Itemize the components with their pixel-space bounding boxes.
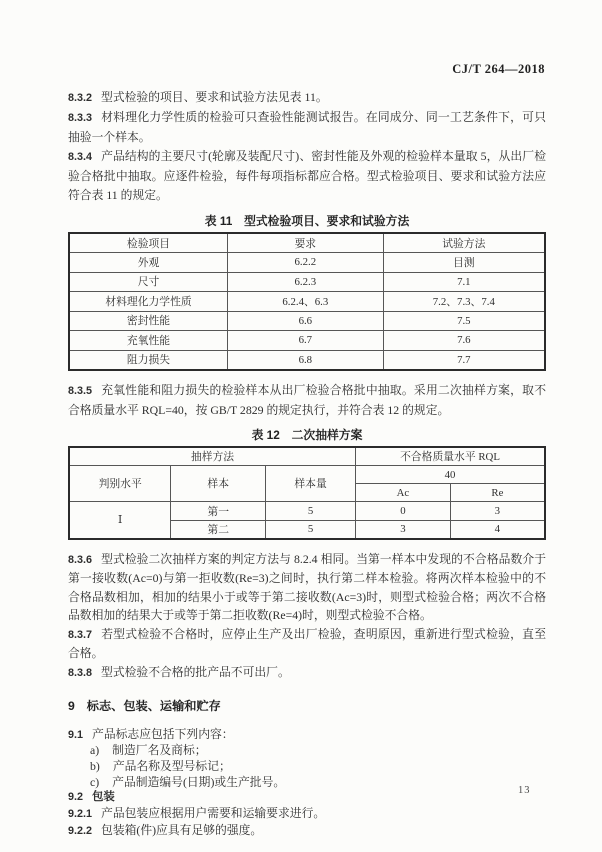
table-header-row (69, 466, 545, 484)
cell-sample: 第一 (171, 502, 266, 521)
section-9-heading (68, 696, 546, 716)
list-item-c (68, 775, 546, 791)
clause-text: 产品包装应根据用户需要和运输要求进行。 (101, 806, 326, 821)
cell-requirement: 6.2.2 (228, 253, 384, 273)
clause-9-1 (68, 727, 546, 744)
clause-text: 包装箱(件)应具有足够的强度。 (101, 822, 263, 837)
item-text: 产品制造编号(日期)或生产批号。 (112, 774, 286, 789)
clause-text: 产品结构的主要尺寸(轮廓及装配尺寸)、密封性能及外观的检验样本量取 5，从出厂检验合格批中抽取。应逐件检验，每件每项指标都应合格。型式检验项目、要求和试验方法应符合表 11 的规定。 (68, 149, 546, 202)
clause-number: 8.3.8 (68, 667, 93, 680)
clause-8-3-7 (68, 625, 546, 663)
clause-number: 8.3.5 (68, 384, 93, 397)
table-row (69, 292, 545, 312)
clause-8-3-2 (68, 88, 546, 108)
clause-number: 9.1 (68, 728, 84, 741)
clause-text: 型式检验的项目、要求和试验方法见表 11。 (101, 90, 328, 104)
cell-requirement: 6.2.4、6.3 (228, 292, 384, 312)
clause-number: 9.2.1 (68, 808, 93, 821)
col-header-ac: Ac (356, 484, 451, 502)
clause-9-2-2 (68, 823, 546, 840)
cell-requirement: 6.8 (228, 350, 384, 370)
col-header-rql: 不合格质量水平 RQL (356, 447, 545, 466)
table-row (69, 311, 545, 331)
clause-number: 8.3.6 (68, 553, 93, 566)
clause-9-2-heading (68, 790, 546, 806)
cell-method: 目测 (383, 253, 545, 273)
cell-size: 5 (266, 502, 356, 521)
cell-method: 7.1 (383, 272, 545, 292)
item-label: a) (90, 743, 100, 758)
table-row (69, 502, 545, 521)
table-header-row (69, 447, 545, 466)
table-row (69, 350, 545, 370)
list-item-b (68, 759, 546, 775)
cell-re: 3 (450, 502, 545, 521)
col-header-test-method: 试验方法 (383, 233, 545, 253)
table-row (69, 253, 545, 273)
clause-8-3-8 (68, 663, 546, 683)
cell-item: 外观 (69, 253, 228, 273)
section-number: 9 (68, 698, 75, 713)
col-header-requirement: 要求 (228, 233, 384, 253)
clause-8-3-3 (68, 108, 546, 147)
clause-number: 9.2.2 (68, 824, 93, 837)
standard-number-header: CJ/T 264—2018 (452, 62, 545, 76)
cell-re: 4 (450, 521, 545, 539)
page-number: 13 (518, 785, 531, 796)
table11-title: 表 11 型式检验项目、要求和试验方法 (204, 214, 410, 228)
table-double-sampling-plan (68, 446, 546, 540)
cell-item: 密封性能 (69, 311, 228, 331)
cell-requirement: 6.6 (228, 311, 384, 331)
col-header-sample-size: 样本量 (266, 466, 356, 502)
clause-number: 9.2 (68, 791, 84, 804)
clause-text: 型式检验不合格的批产品不可出厂。 (101, 665, 290, 680)
page-content (68, 88, 546, 840)
clause-9-2-1 (68, 806, 546, 823)
col-header-discrimination-level: 判别水平 (69, 466, 171, 502)
clause-text: 型式检验二次抽样方案的判定方法与 8.2.4 相同。当第一样本中发现的不合格品数介于第一接收数(Ac=0)与第一拒收数(Re=3)之间时，执行第二样本检验。将两次样本检验中的不合格品数相加，相加的结果小于或等于第二接收数(Ac=3)时，则型式检验合格；两次不合格品数相加的结果大于或等于第二拒收数(Re=4)时，则型式检验不合格。 (68, 551, 546, 623)
col-header-sample: 样本 (171, 466, 266, 502)
clause-title: 包装 (92, 791, 115, 804)
clause-number: 8.3.3 (68, 112, 93, 124)
clause-text: 产品标志应包括下列内容： (92, 726, 234, 741)
clause-8-3-4 (68, 147, 546, 205)
clause-text: 充氧性能和阻力损失的检验样本从出厂检验合格批中抽取。采用二次抽样方案，取不合格质量水平 RQL=40，按 GB/T 2829 的规定执行，并符合表 12 的规定。 (68, 382, 546, 417)
clause-number: 8.3.2 (68, 92, 93, 104)
item-label: c) (90, 774, 100, 789)
item-text: 制造厂名及商标； (112, 743, 207, 758)
clause-number: 8.3.4 (68, 151, 93, 163)
cell-method: 7.7 (383, 350, 545, 370)
clause-number: 8.3.7 (68, 628, 93, 641)
table-row (69, 272, 545, 292)
clause-text: 若型式检验不合格时，应停止生产及出厂检验，查明原因，重新进行型式检验，直至合格。 (68, 626, 546, 661)
cell-ac: 3 (356, 521, 451, 539)
cell-method: 7.6 (383, 331, 545, 351)
clause-8-3-6 (68, 550, 546, 625)
cell-level-value: Ⅰ (69, 502, 171, 539)
table-type-inspection-items (68, 232, 546, 371)
cell-method: 7.2、7.3、7.4 (383, 292, 545, 312)
cell-requirement: 6.7 (228, 331, 384, 351)
cell-item: 材料理化力学性质 (69, 292, 228, 312)
col-header-sampling-method: 抽样方法 (69, 447, 356, 466)
cell-item: 阻力损失 (69, 350, 228, 370)
item-text: 产品名称及型号标记； (112, 759, 231, 774)
cell-sample: 第二 (171, 521, 266, 539)
col-header-re: Re (450, 484, 545, 502)
cell-item: 尺寸 (69, 272, 228, 292)
cell-item: 充氧性能 (69, 331, 228, 351)
cell-size: 5 (266, 521, 356, 539)
clause-8-3-5 (68, 381, 546, 420)
section-title: 标志、包装、运输和贮存 (86, 698, 221, 713)
cell-ac: 0 (356, 502, 451, 521)
table-row (69, 331, 545, 351)
list-item-a (68, 743, 546, 759)
clause-text: 材料理化力学性质的检验可只查验性能测试报告。在同成分、同一工艺条件下，可只抽验一个样本。 (68, 110, 546, 144)
table-header-row (69, 233, 545, 253)
table12-title: 表 12 二次抽样方案 (251, 427, 363, 442)
cell-rql-value: 40 (356, 466, 545, 484)
item-label: b) (90, 759, 100, 774)
col-header-inspection-item: 检验项目 (69, 233, 228, 253)
cell-method: 7.5 (383, 311, 545, 331)
cell-requirement: 6.2.3 (228, 272, 384, 292)
